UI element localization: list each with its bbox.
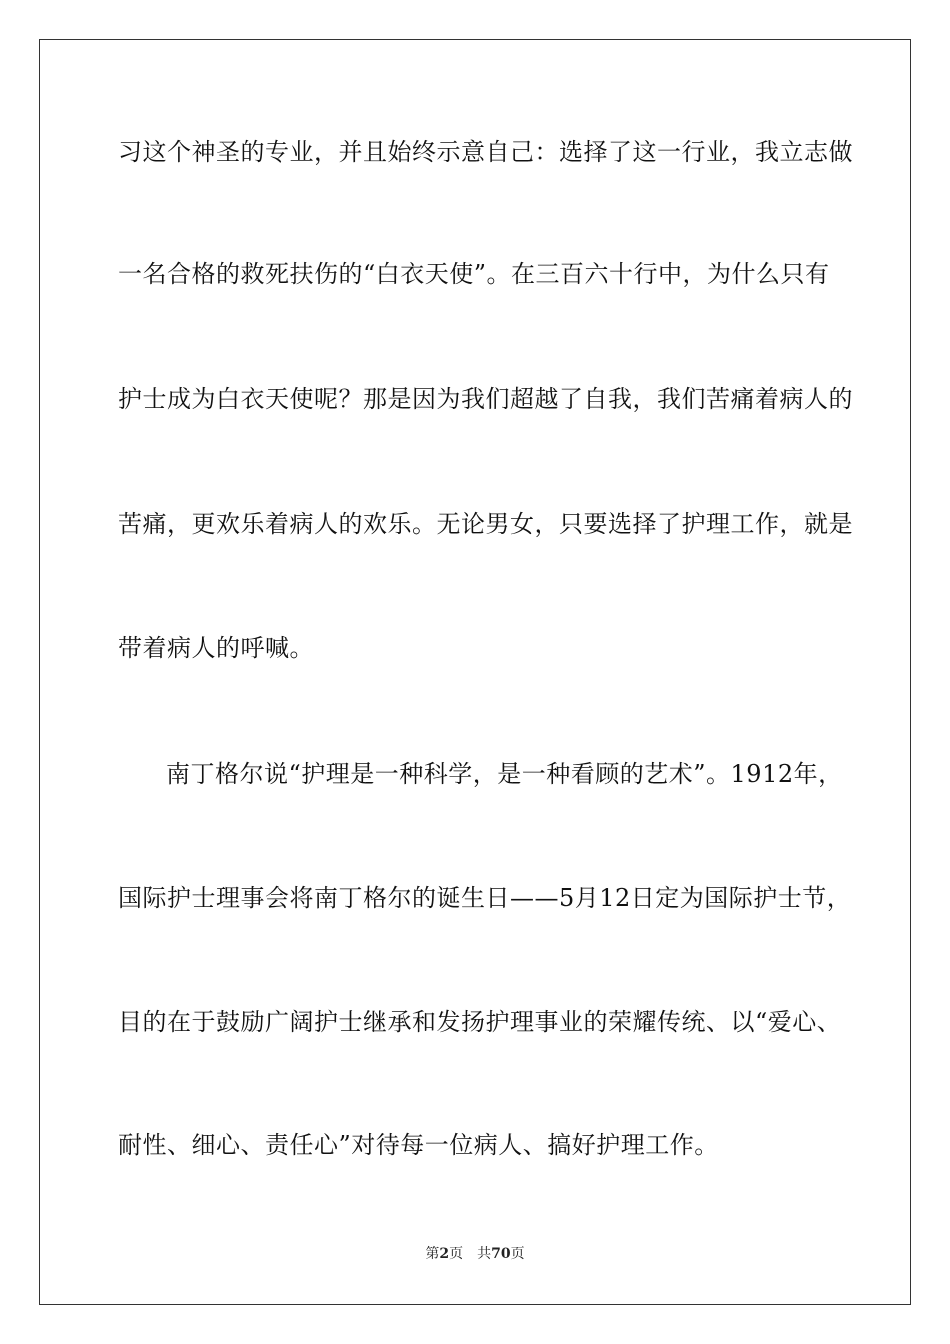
text-line-9: 耐性、细心、责任心”对待每一位病人、搞好护理工作。	[118, 1131, 719, 1159]
text-line-8: 目的在于鼓励广阔护士继承和发扬护理事业的荣耀传统、以“爱心、	[118, 1008, 842, 1036]
footer-total-suffix: 页	[510, 1246, 525, 1262]
text-line-4: 苦痛，更欢乐着病人的欢乐。无论男女，只要选择了护理工作，就是	[118, 510, 853, 538]
text-line-2: 一名合格的救死扶伤的“白衣天使”。在三百六十行中，为什么只有	[118, 260, 830, 288]
footer-total-prefix: 共	[477, 1246, 492, 1262]
text-line-7: 国际护士理事会将南丁格尔的诞生日——5月12日定为国际护士节，	[118, 884, 852, 912]
page-border	[39, 39, 911, 1305]
text-line-3: 护士成为白衣天使呢？那是因为我们超越了自我，我们苦痛着病人的	[118, 385, 853, 413]
footer-page-prefix: 第	[425, 1246, 440, 1262]
text-line-1: 习这个神圣的专业，并且始终示意自己：选择了这一行业，我立志做	[118, 138, 853, 166]
page-footer	[0, 1244, 950, 1264]
text-line-6: 南丁格尔说“护理是一种科学，是一种看顾的艺术”。1912年，	[166, 760, 843, 788]
footer-total-pages: 70	[491, 1246, 511, 1262]
footer-page-suffix: 页	[449, 1246, 464, 1262]
footer-page-number: 2	[439, 1246, 450, 1262]
text-line-5: 带着病人的呼喊。	[118, 634, 314, 662]
